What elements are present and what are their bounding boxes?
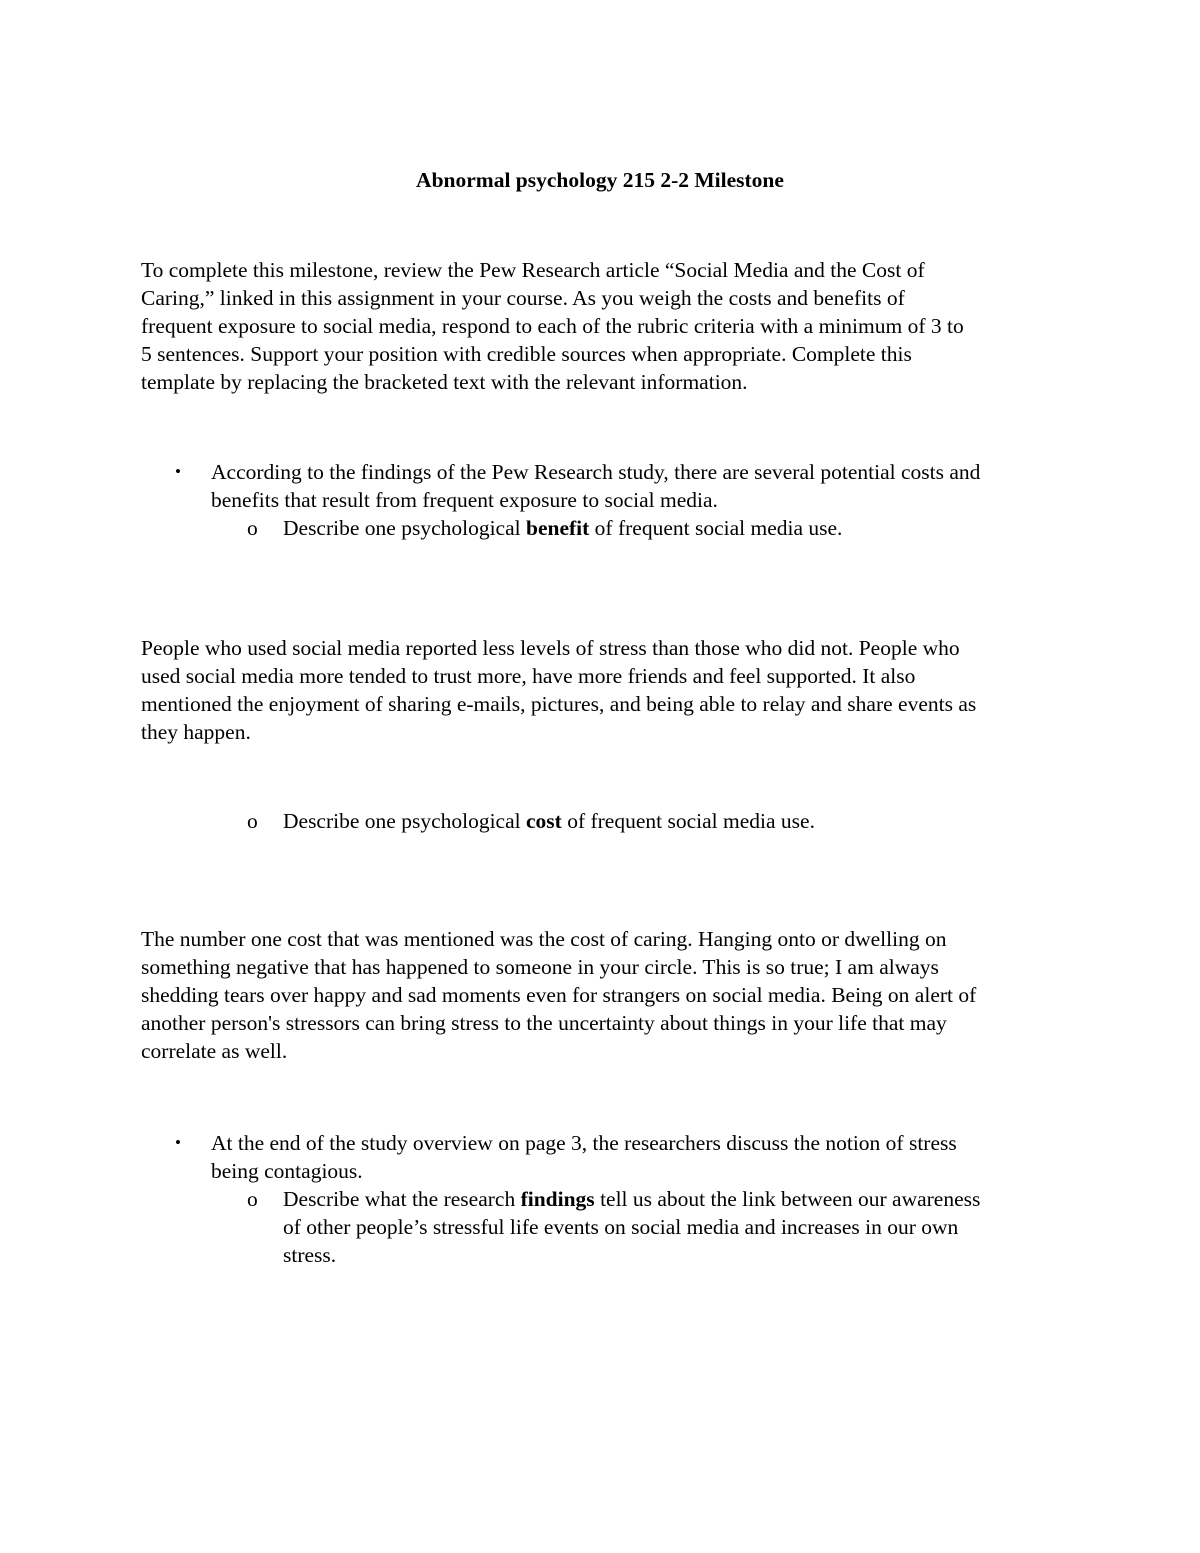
answer-line: mentioned the enjoyment of sharing e-mails, pictures, and being able to relay and share events as [141,692,977,716]
sub-bullet-cost-prompt [283,807,1083,835]
prompt-text: Describe one psychological [283,809,526,833]
prompt-emphasis: findings [520,1187,595,1211]
benefit-answer-paragraph [141,634,1071,746]
sub-bullet-icon: o [247,809,258,833]
sub-bullet-benefit-prompt [283,514,1083,542]
bullet-icon: • [175,462,181,481]
answer-line: shedding tears over happy and sad moments even for strangers on social media. Being on alert of [141,983,977,1007]
prompt-text: of frequent social media use. [561,809,815,833]
bullet-item-stress-contagious [211,1129,1081,1185]
intro-paragraph [141,256,1071,396]
intro-line: To complete this milestone, review the Pew Research article “Social Media and the Cost of [141,258,925,282]
bullet-line: being contagious. [211,1159,363,1183]
sub-bullet-findings-prompt [283,1185,1083,1269]
answer-line: People who used social media reported less levels of stress than those who did not. People who [141,636,960,660]
intro-line: Caring,” linked in this assignment in your course. As you weigh the costs and benefits of [141,286,905,310]
bullet-line: According to the findings of the Pew Research study, there are several potential costs and [211,460,981,484]
prompt-text: tell us about the link between our awareness [594,1187,981,1211]
bullet-line: benefits that result from frequent exposure to social media. [211,488,718,512]
answer-line: something negative that has happened to someone in your circle. This is so true; I am always [141,955,939,979]
prompt-text: Describe what the research [283,1187,521,1211]
bullet-item-costs-benefits [211,458,1081,514]
answer-line: The number one cost that was mentioned was the cost of caring. Hanging onto or dwelling on [141,927,947,951]
prompt-emphasis: cost [526,809,562,833]
prompt-text: of frequent social media use. [589,516,843,540]
intro-line: 5 sentences. Support your position with credible sources when appropriate. Complete this [141,342,912,366]
prompt-line: stress. [283,1243,337,1267]
prompt-text: Describe one psychological [283,516,526,540]
answer-line: they happen. [141,720,251,744]
sub-bullet-icon: o [247,1187,258,1211]
answer-line: correlate as well. [141,1039,288,1063]
prompt-line: of other people’s stressful life events on social media and increases in our own [283,1215,959,1239]
sub-bullet-icon: o [247,516,258,540]
answer-line: used social media more tended to trust more, have more friends and feel supported. It also [141,664,916,688]
intro-line: frequent exposure to social media, respond to each of the rubric criteria with a minimum of 3 to [141,314,964,338]
answer-line: another person's stressors can bring stress to the uncertainty about things in your life that may [141,1011,947,1035]
bullet-icon: • [175,1133,181,1152]
intro-line: template by replacing the bracketed text with the relevant information. [141,370,748,394]
bullet-line: At the end of the study overview on page 3, the researchers discuss the notion of stress [211,1131,957,1155]
prompt-emphasis: benefit [526,516,590,540]
document-title: Abnormal psychology 215 2-2 Milestone [416,168,784,192]
cost-answer-paragraph [141,925,1071,1065]
